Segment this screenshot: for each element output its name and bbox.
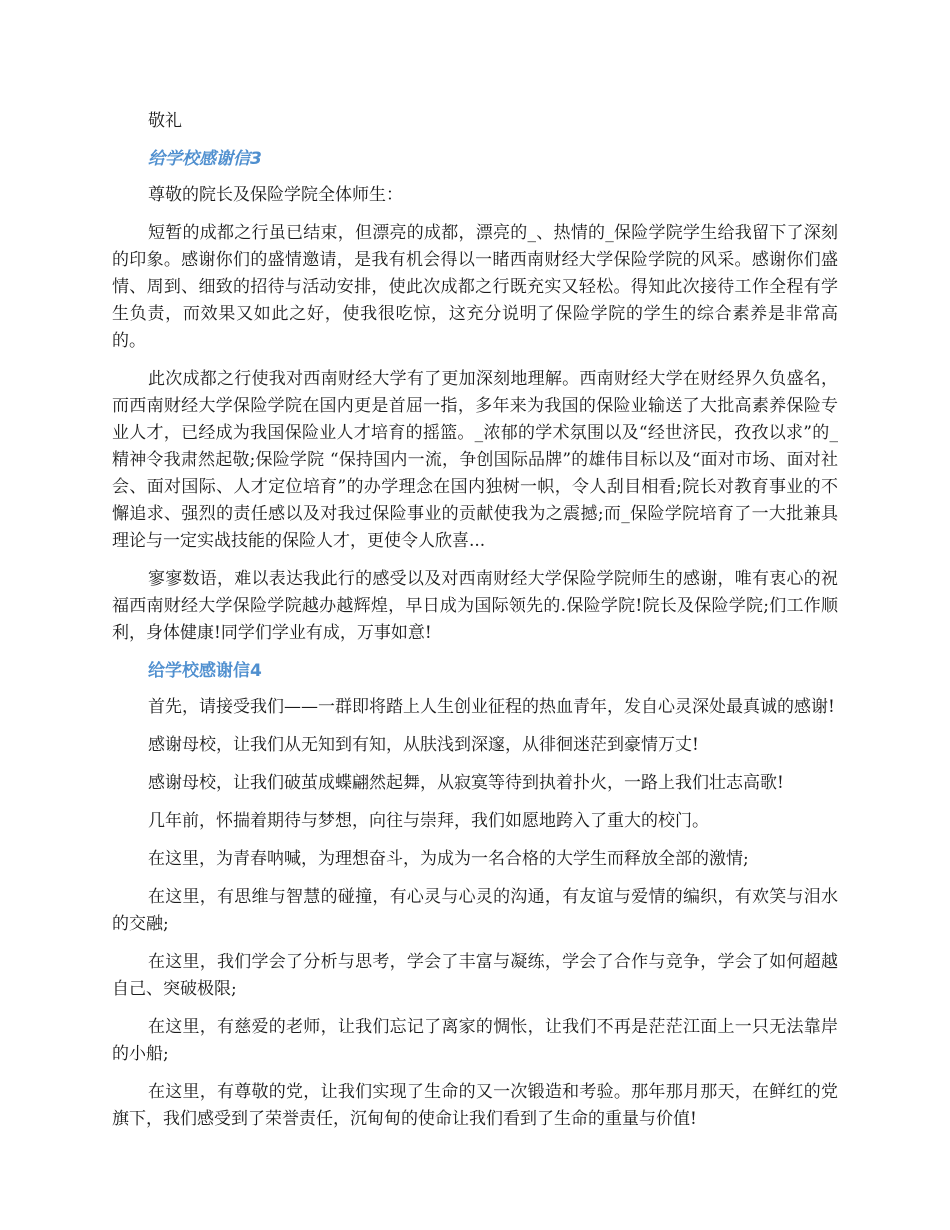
letter4-paragraph: 在这里，有慈爱的老师，让我们忘记了离家的惆怅，让我们不再是茫茫江面上一只无法靠岸的小船; [112, 1017, 838, 1064]
letter4-paragraph: 在这里，我们学会了分析与思考，学会了丰富与凝练，学会了合作与竞争，学会了如何超越自己、突破极限; [112, 952, 838, 999]
closing-line: 敬礼 [148, 111, 182, 131]
letter3-heading: 给学校感谢信3 [148, 149, 262, 169]
letter4-paragraph: 感谢母校，让我们从无知到有知，从肤浅到深邃，从徘徊迷茫到豪情万丈! [148, 735, 699, 755]
document-page [112, 108, 838, 1144]
letter3-salutation: 尊敬的院长及保险学院全体师生： [148, 185, 403, 205]
letter3-paragraph: 此次成都之行使我对西南财经大学有了更加深刻地理解。西南财经大学在财经界久负盛名，而西南财经大学保险学院在国内更是首屈一指，多年来为我国的保险业输送了大批高素养保险专业人才，已经成为我国保险业人才培育的摇篮。_浓郁的学术氛围以及“经世济民，孜孜以求”的_精神令我肃然起敬;保险学院 “保持国内一流，争创国际品牌”的雄伟目标以及“面对市场、面对社会、面对国际、人才定位培育”的办学理念在国内独树一帜，令人刮目相看;院长对教育事业的不懈追求、强烈的责任感以及对我过保险事业的贡献使我为之震撼;而_保险学院培育了一大批兼具理论与一定实战技能的保险人才，更使令人欣喜... [112, 369, 838, 551]
letter4-paragraph: 在这里，为青春呐喊，为理想奋斗，为成为一名合格的大学生而释放全部的激情; [148, 849, 749, 869]
letter4-paragraph: 在这里，有思维与智慧的碰撞，有心灵与心灵的沟通，有友谊与爱情的编织，有欢笑与泪水的交融; [112, 887, 838, 934]
letter4-paragraph: 在这里，有尊敬的党，让我们实现了生命的又一次锻造和考验。那年那月那天，在鲜红的党旗下，我们感受到了荣誉责任，沉甸甸的使命让我们看到了生命的重量与价值! [112, 1082, 838, 1129]
letter3-paragraph: 短暂的成都之行虽已结束，但漂亮的成都，漂亮的_、热情的_保险学院学生给我留下了深刻的印象。感谢你们的盛情邀请，是我有机会得以一睹西南财经大学保险学院的风采。感谢你们盛情、周到、细致的招待与活动安排，使此次成都之行既充实又轻松。得知此次接待工作全程有学生负责，而效果又如此之好，使我很吃惊，这充分说明了保险学院的学生的综合素养是非常高的。 [112, 223, 838, 351]
letter4-heading: 给学校感谢信4 [148, 661, 262, 681]
letter4-paragraph: 首先，请接受我们——一群即将踏上人生创业征程的热血青年，发自心灵深处最真诚的感谢! [148, 697, 835, 717]
letter4-paragraph: 几年前，怀揣着期待与梦想，向往与崇拜，我们如愿地跨入了重大的校门。 [148, 811, 709, 831]
letter4-paragraph: 感谢母校，让我们破茧成蝶翩然起舞，从寂寞等待到执着扑火，一路上我们壮志高歌! [148, 773, 784, 793]
letter3-paragraph: 寥寥数语，难以表达我此行的感受以及对西南财经大学保险学院师生的感谢，唯有衷心的祝福西南财经大学保险学院越办越辉煌，早日成为国际领先的.保险学院!院长及保险学院;们工作顺利，身体健康!同学们学业有成，万事如意! [112, 569, 838, 643]
